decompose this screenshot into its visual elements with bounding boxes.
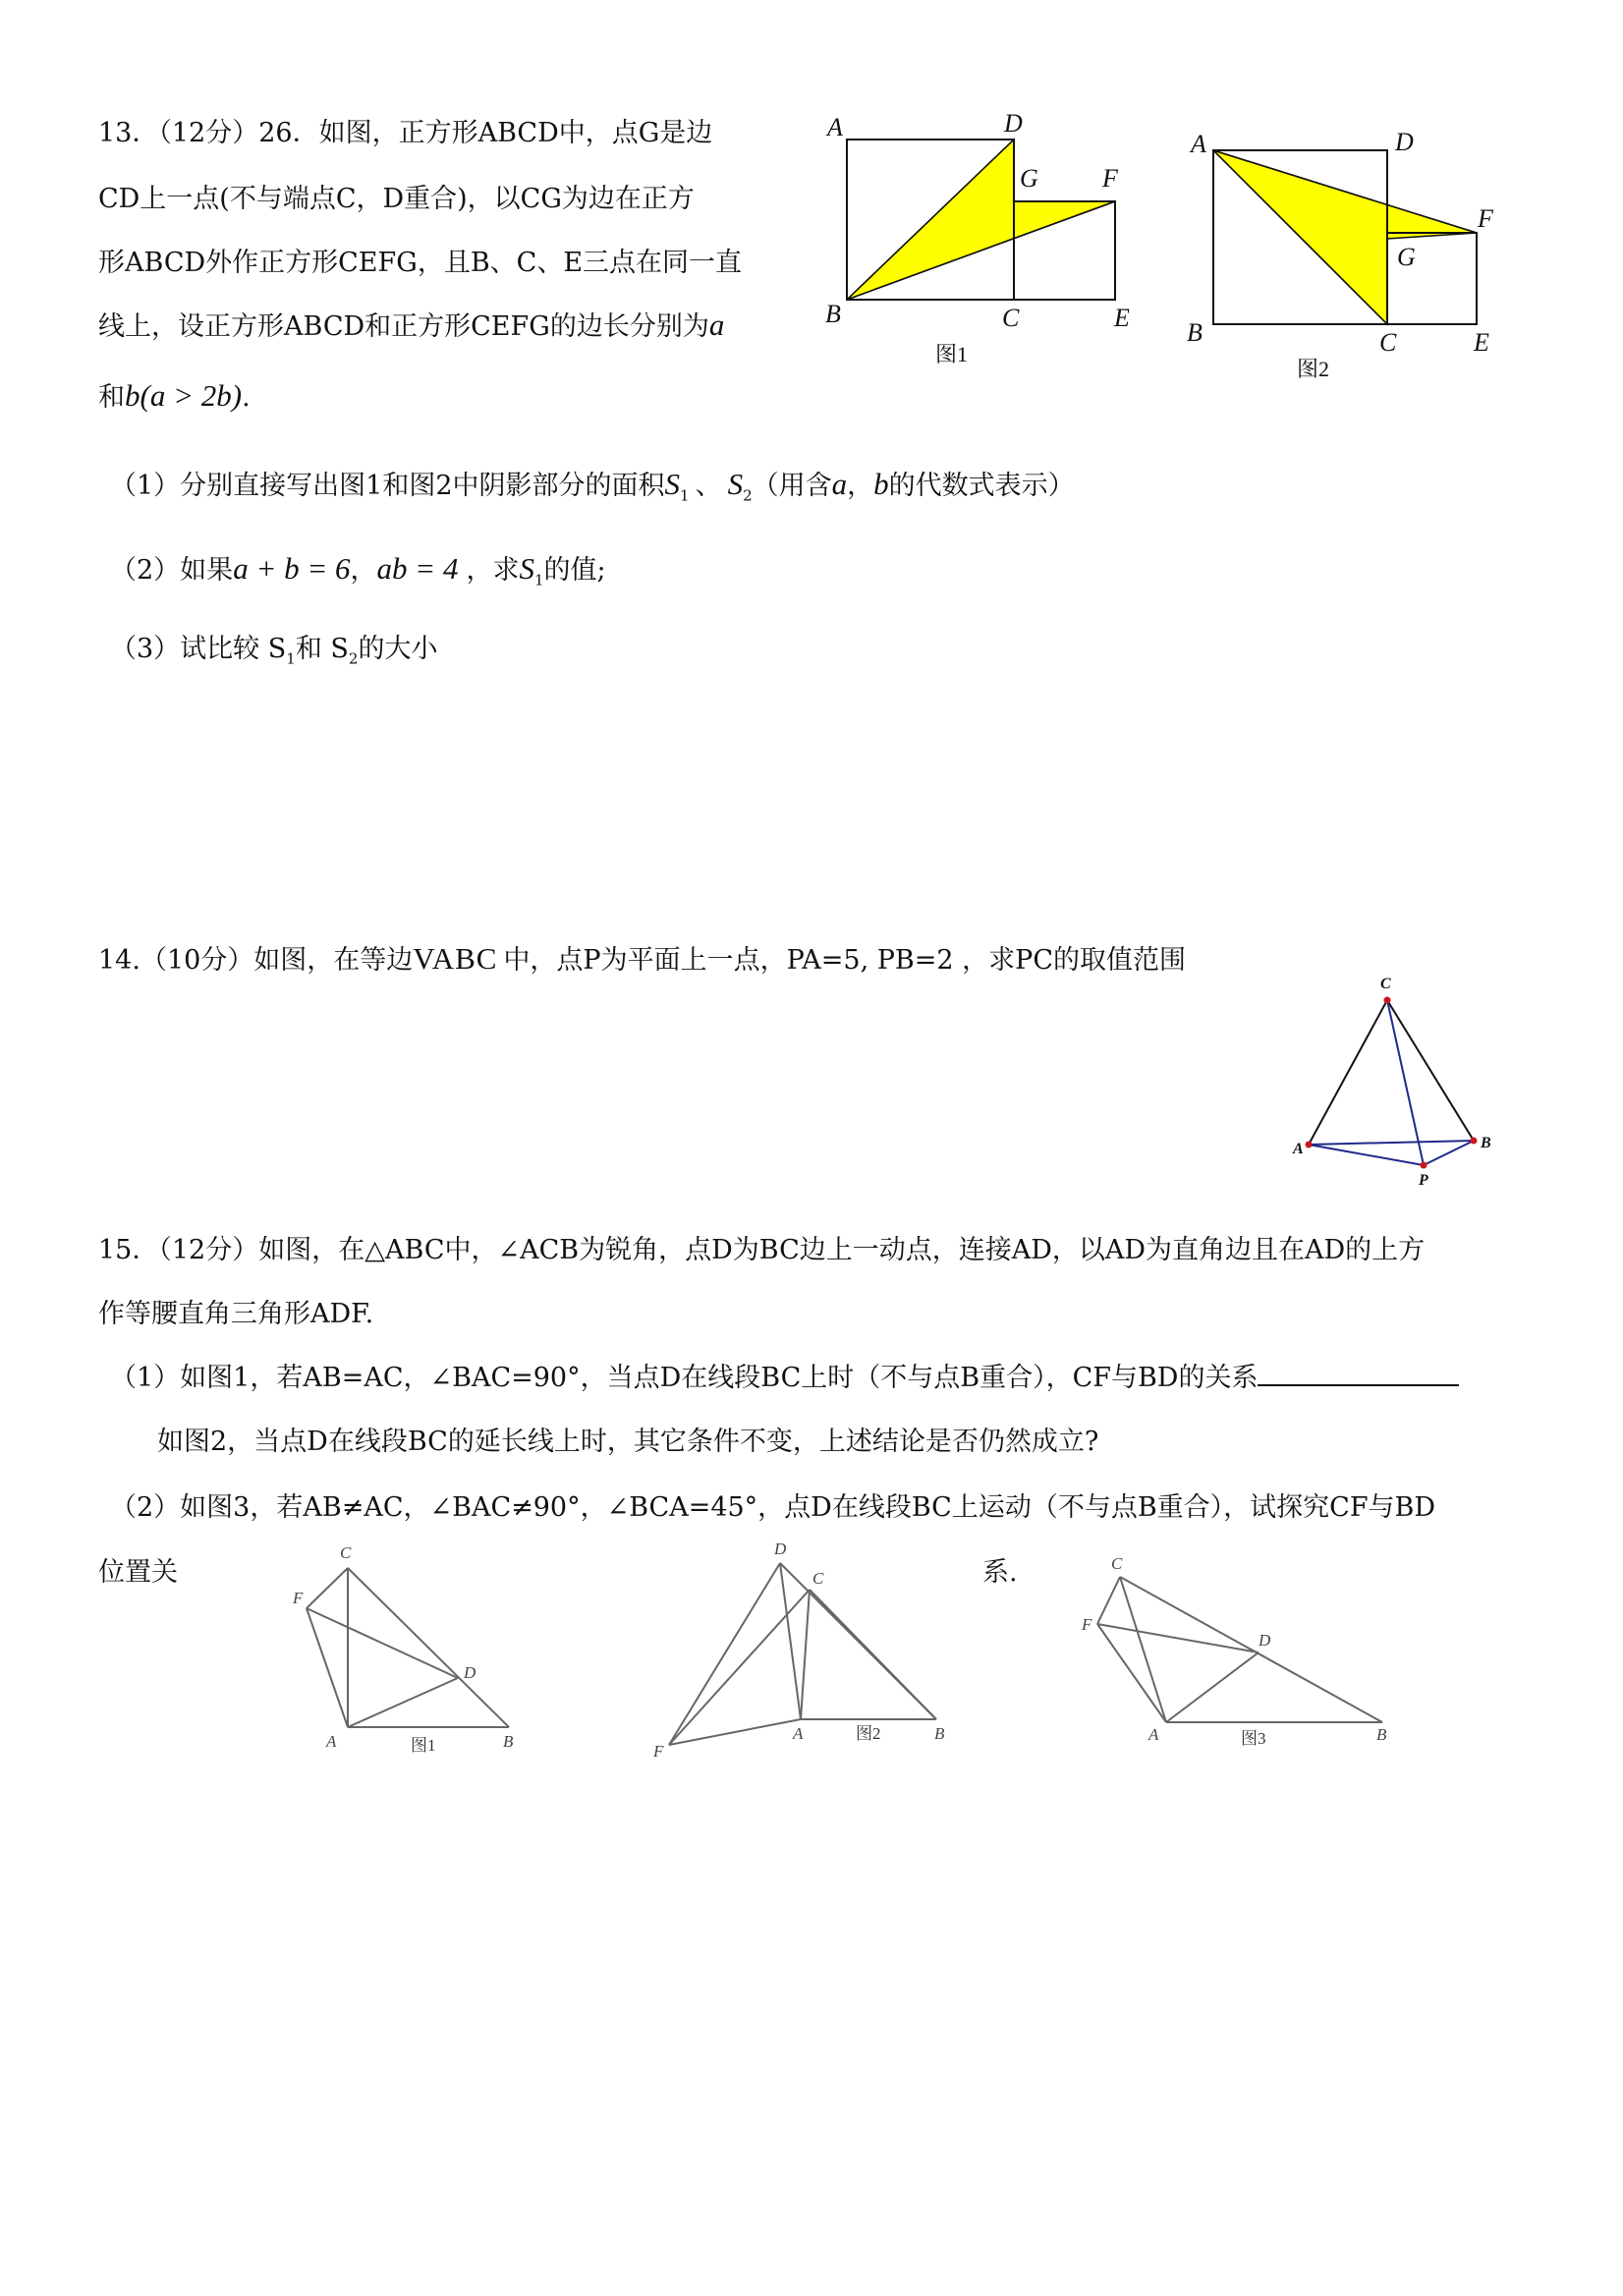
q15-fig2-label-f: F: [653, 1742, 664, 1761]
q15-part-1: [110, 1356, 1459, 1394]
q13-part-3-sub-2: 2: [348, 649, 359, 668]
q15-fig1-line-fd: [307, 1608, 458, 1678]
q13-line-3: 形ABCD外作正方形CEFG，且B、C、E三点在同一直: [98, 248, 743, 278]
q15-fig3-line-ad: [1166, 1652, 1259, 1722]
q15-line-2: 作等腰直角三角形ADF.: [98, 1299, 374, 1329]
q15-fig3-label-a: A: [1148, 1725, 1159, 1744]
q15-fig2-label-d: D: [774, 1540, 787, 1558]
q15-fig3-label-f: F: [1082, 1615, 1092, 1634]
q15-fig3-label-c: C: [1111, 1554, 1123, 1573]
q13-part-1-a: a: [831, 467, 848, 501]
q15-fig2-caption: 图2: [856, 1724, 881, 1743]
q15-fig3-line-fd: [1097, 1624, 1259, 1652]
q13-eq-1: a + b = 6: [233, 551, 351, 586]
q15-fig2-label-b: B: [934, 1724, 945, 1743]
q14-figure: [1277, 973, 1513, 1199]
q15-part-2-end-b: 系.: [982, 1557, 1018, 1588]
q14-label-c: C: [1380, 976, 1391, 992]
q13-fig2-label-c: C: [1379, 328, 1397, 357]
q13-fig2-label-d: D: [1395, 128, 1414, 156]
q15-line-1: 15．（12分）如图，在△ABC中，∠ACB为锐角，点D为BC边上一动点，连接AD，以AD为直角边且在AD的上方: [98, 1235, 1426, 1265]
q13-fig2-label-g: G: [1397, 243, 1416, 271]
q13-s2: S: [727, 467, 744, 501]
q14-line-bp: [1424, 1141, 1474, 1165]
q14-label-b: B: [1481, 1135, 1491, 1151]
q13-part-2-s-sub: 1: [533, 571, 544, 589]
q15-fig2-line-ad: [780, 1563, 801, 1719]
q15-fig1-caption: 图1: [411, 1736, 436, 1755]
q14-line-cp: [1387, 1000, 1424, 1165]
q15-fig3-line-cf: [1097, 1577, 1120, 1624]
q13-figure-1: [815, 108, 1149, 383]
q13-part-2-comma: ，: [350, 555, 377, 586]
q13-sep: 、: [695, 471, 722, 501]
q15-fig1-label-c: C: [340, 1543, 352, 1562]
q13-fig1-label-d: D: [1004, 109, 1023, 138]
q15-fig3-line-fa: [1097, 1624, 1166, 1722]
q15-answer-blank[interactable]: [1258, 1361, 1459, 1386]
q15-part-1b: 如图2，当点D在线段BC的延长线上时，其它条件不变，上述结论是否仍然成立?: [157, 1427, 1099, 1457]
q15-part-2-end-a: 位置关: [98, 1557, 178, 1588]
q13-part-2-text-c: 的值;: [543, 555, 606, 586]
q13-line-2: CD上一点(不与端点C，D重合)，以CG为边在正方: [98, 184, 695, 214]
q14-line-ab: [1309, 1141, 1474, 1145]
q15-fig1-label-a: A: [326, 1732, 337, 1751]
q15-fig2-label-c: C: [812, 1569, 824, 1588]
q13-part-1: [110, 464, 1075, 504]
q13-part-1-text-b: （用含: [752, 471, 832, 501]
q15-fig1-line-fa: [307, 1608, 348, 1727]
q15-fig1-label-b: B: [503, 1732, 514, 1751]
q13-line-5-suffix: .: [242, 382, 251, 413]
q15-fig1-label-f: F: [293, 1589, 304, 1607]
q13-part-2-text: （2）如果: [110, 555, 234, 586]
q13-fig1-label-f: F: [1102, 164, 1118, 193]
q14-line-ap: [1309, 1145, 1424, 1165]
q15-part-2: （2）如图3，若AB≠AC，∠BAC≠90°，∠BCA=45°，点D在线段BC上运动（不与点B重合），试探究CF与BD: [110, 1492, 1436, 1523]
q15-figure-2: [644, 1533, 978, 1768]
q15-fig2-line-df: [669, 1563, 780, 1745]
q14-text-b: 中，点P为平面上一点，PA=5, PB=2 ，求PC的取值范围: [503, 945, 1186, 976]
q13-fig2-shaded-region: [1213, 150, 1477, 324]
q15-fig3-caption: 图3: [1241, 1729, 1266, 1748]
q15-fig2-line-bd: [780, 1563, 936, 1719]
q14-line-ac: [1309, 1000, 1387, 1145]
q15-fig2-line-ac: [801, 1590, 810, 1719]
q13-part-3-sub-1: 1: [286, 649, 296, 668]
q13-fig1-label-a: A: [827, 113, 843, 141]
q13-part-2-text-b: ，求: [466, 555, 520, 586]
q15-figure-3: [1076, 1538, 1410, 1764]
q14-point-c: [1384, 997, 1391, 1004]
q13-s1-sub: 1: [680, 486, 690, 505]
q13-fig1-label-g: G: [1020, 164, 1038, 193]
q15-fig3-label-d: D: [1259, 1631, 1271, 1650]
q13-fig1-caption: 图1: [935, 342, 969, 366]
q14-label-p: P: [1419, 1172, 1428, 1189]
q14-text: [98, 938, 1186, 977]
q15-fig1-line-cf: [307, 1568, 348, 1608]
q13-line-4-text: 线上，设正方形ABCD和正方形CEFG的边长分别为: [98, 311, 709, 342]
q14-line-cb: [1387, 1000, 1474, 1141]
q15-fig1-label-d: D: [464, 1663, 476, 1682]
q13-part-2-s: S: [519, 551, 534, 586]
q13-fig2-label-e: E: [1474, 328, 1489, 357]
q15-figure-1: [285, 1533, 540, 1759]
q13-line-5-prefix: 和: [98, 382, 125, 413]
q13-line-5: [98, 375, 251, 414]
q13-line-4: [98, 305, 724, 343]
q13-fig1-label-b: B: [825, 300, 841, 328]
q13-eq-2: ab = 4: [376, 551, 459, 586]
q15-fig1-line-cb: [348, 1568, 509, 1727]
q13-part-3-text-b: 和 S: [295, 634, 349, 664]
q14-text-a: 14.（10分）如图，在等边: [98, 945, 414, 976]
q15-fig3-label-b: B: [1376, 1725, 1387, 1744]
q13-condition: b(a > 2b): [125, 378, 243, 413]
q13-part-1-text: （1）分别直接写出图1和图2中阴影部分的面积: [110, 471, 665, 501]
q13-part-3-text: （3）试比较 S: [110, 634, 287, 664]
q13-fig1-label-c: C: [1002, 304, 1020, 332]
q14-point-b: [1471, 1138, 1478, 1145]
q15-fig2-label-a: A: [793, 1724, 804, 1743]
q13-fig2-label-f: F: [1478, 204, 1493, 233]
q13-s2-sub: 2: [743, 486, 753, 505]
q13-figure-2: [1179, 123, 1513, 398]
q15-part-1-text: （1）如图1，若AB=AC，∠BAC=90°，当点D在线段BC上时（不与点B重合），CF与BD的关系: [110, 1363, 1259, 1393]
q15-fig1-line-ad: [348, 1678, 458, 1727]
q14-point-p: [1421, 1162, 1427, 1169]
q14-point-a: [1306, 1142, 1313, 1148]
q13-fig2-caption: 图2: [1297, 357, 1330, 381]
q13-fig1-label-e: E: [1114, 304, 1130, 332]
q13-fig1-shaded-region: [847, 140, 1115, 300]
q13-part-1-comma: ，: [847, 471, 874, 501]
q13-var-a: a: [708, 308, 725, 342]
q13-s1: S: [664, 467, 681, 501]
q13-part-2: [110, 548, 606, 588]
q13-part-1-b: b: [873, 467, 889, 501]
q14-triangle: VABC: [413, 941, 498, 976]
q13-part-3: [110, 627, 437, 667]
q13-fig2-label-a: A: [1191, 130, 1206, 158]
q13-part-1-text-c: 的代数式表示）: [888, 471, 1075, 501]
q14-label-a: A: [1293, 1141, 1304, 1157]
q13-part-3-text-c: 的大小: [358, 634, 438, 664]
q13-line-1: 13．（12分）26．如图，正方形ABCD中，点G是边: [98, 118, 713, 148]
q13-fig2-label-b: B: [1187, 318, 1203, 347]
